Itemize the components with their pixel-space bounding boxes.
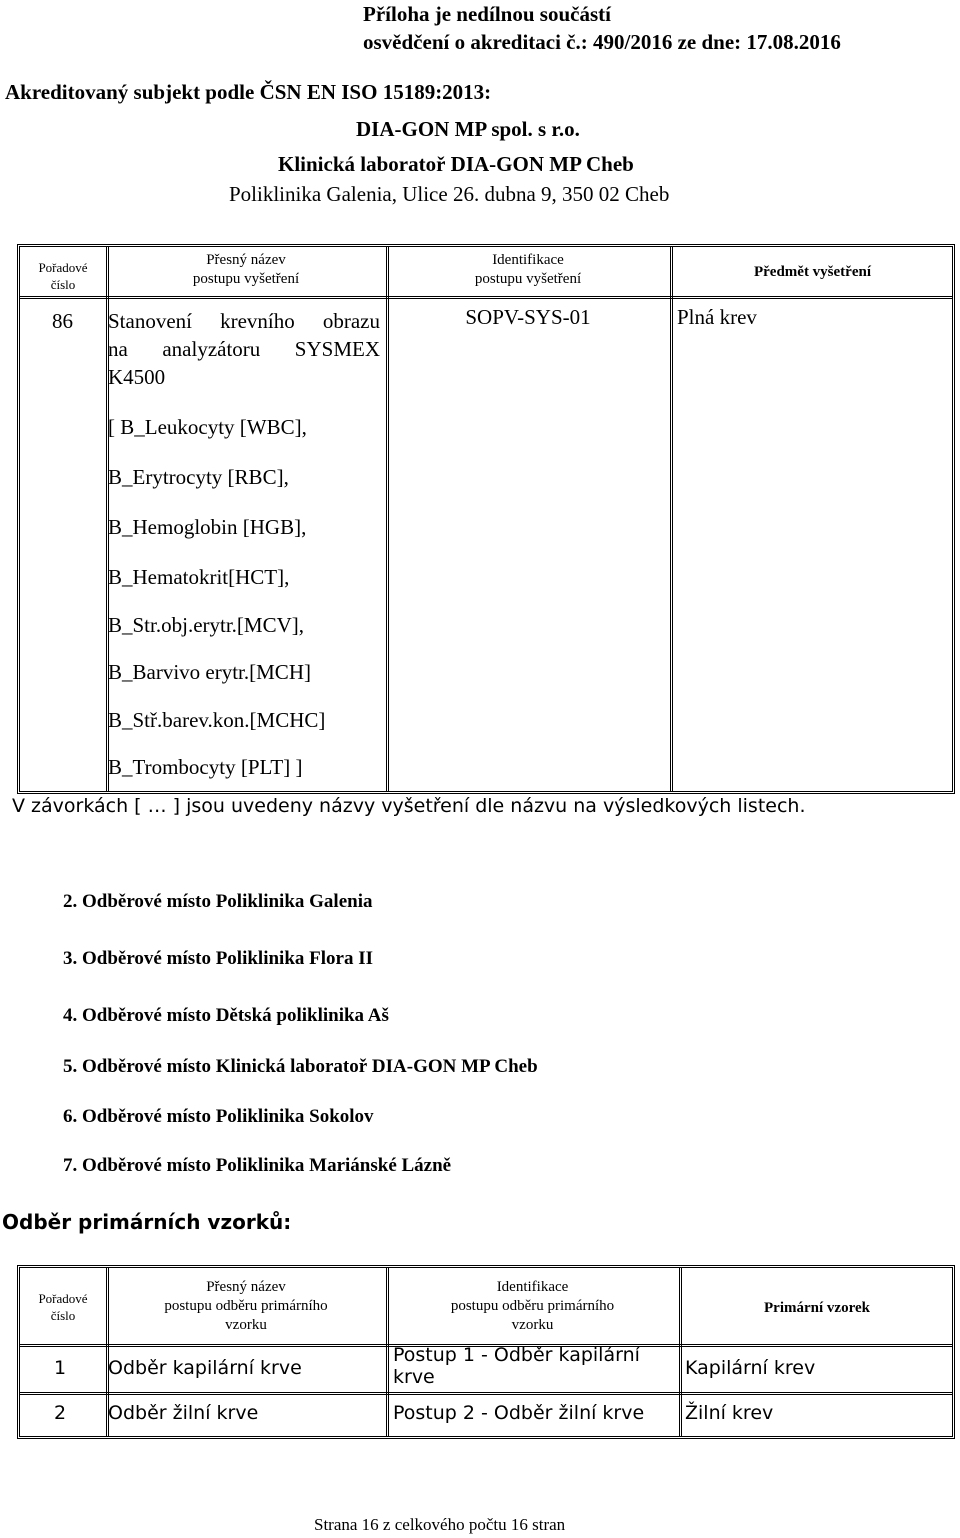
- test-item: B_Stř.barev.kon.[MCHC]: [108, 708, 326, 732]
- header-name: Přesný název postupu vyšetření: [192, 252, 300, 287]
- row-name: Stanovení krevního obrazu na analyzátoru SYSMEX K4500: [108, 309, 380, 389]
- collection-site: 5. Odběrové místo Klinická laboratoř DIA-GON MP Cheb: [63, 1056, 538, 1077]
- row-order: 1: [54, 1357, 67, 1379]
- row-sample: Žilní krev: [685, 1402, 774, 1424]
- header-order: Pořadové číslo: [38, 1291, 88, 1323]
- accredited-subject-label: Akreditovaný subjekt podle ČSN EN ISO 15189:2013:: [5, 80, 492, 104]
- test-item: B_Trombocyty [PLT] ]: [108, 755, 303, 779]
- column-divider: [679, 1268, 682, 1436]
- row-identification: Postup 1 - Odběr kapilární krve: [393, 1344, 640, 1388]
- row-order: 86: [52, 309, 73, 333]
- row-divider: [20, 1392, 952, 1395]
- header-divider: [20, 296, 952, 299]
- header-subject: Předmět vyšetření: [753, 264, 872, 280]
- header-sample: Primární vzorek: [764, 1300, 870, 1316]
- attachment-line-2: osvědčení o akreditaci č.: 490/2016 ze dne: 17.08.2016: [363, 30, 841, 54]
- header-identification: Identifikace postupu odběru primárního vzorku: [450, 1279, 615, 1333]
- row-order: 2: [54, 1402, 67, 1424]
- collection-site: 7. Odběrové místo Poliklinika Mariánské Lázně: [63, 1155, 452, 1176]
- header-name: Přesný název postupu odběru primárního vzorku: [164, 1279, 328, 1333]
- row-name: Odběr žilní krve: [108, 1402, 259, 1424]
- organization-name: DIA-GON MP spol. s r.o.: [356, 117, 580, 141]
- test-item: [ B_Leukocyty [WBC],: [108, 415, 307, 439]
- primary-sample-table: [17, 1265, 955, 1439]
- laboratory-address: Poliklinika Galenia, Ulice 26. dubna 9, 350 02 Cheb: [229, 182, 670, 206]
- column-divider: [670, 247, 673, 791]
- collection-site: 2. Odběrové místo Poliklinika Galenia: [63, 891, 373, 912]
- row-identification: SOPV-SYS-01: [465, 305, 591, 329]
- page-footer: Strana 16 z celkového počtu 16 stran: [314, 1515, 566, 1534]
- test-item: B_Hemoglobin [HGB],: [108, 515, 307, 539]
- row-name: Odběr kapilární krve: [108, 1357, 302, 1379]
- bracket-note: V závorkách [ … ] jsou uvedeny názvy vyšetření dle názvu na výsledkových listech.: [12, 795, 806, 817]
- attachment-line-1: Příloha je nedílnou součástí: [363, 2, 611, 26]
- test-item: B_Erytrocyty [RBC],: [108, 465, 289, 489]
- row-sample: Kapilární krev: [685, 1357, 816, 1379]
- header-identification: Identifikace postupu vyšetření: [474, 252, 582, 287]
- laboratory-name: Klinická laboratoř DIA-GON MP Cheb: [278, 152, 634, 176]
- section-title: Odběr primárních vzorků:: [2, 1210, 292, 1234]
- row-subject: Plná krev: [677, 305, 757, 329]
- collection-site: 6. Odběrové místo Poliklinika Sokolov: [63, 1106, 374, 1127]
- test-item: B_Barvivo erytr.[MCH]: [108, 660, 311, 684]
- row-identification: Postup 2 - Odběr žilní krve: [393, 1402, 645, 1424]
- collection-site: 4. Odběrové místo Dětská poliklinika Aš: [63, 1005, 389, 1026]
- test-item: B_Hematokrit[HCT],: [108, 565, 290, 589]
- test-item: B_Str.obj.erytr.[MCV],: [108, 613, 305, 637]
- header-order: Pořadové číslo: [38, 260, 88, 292]
- collection-site: 3. Odběrové místo Poliklinika Flora II: [63, 948, 374, 969]
- examination-table: [17, 244, 955, 794]
